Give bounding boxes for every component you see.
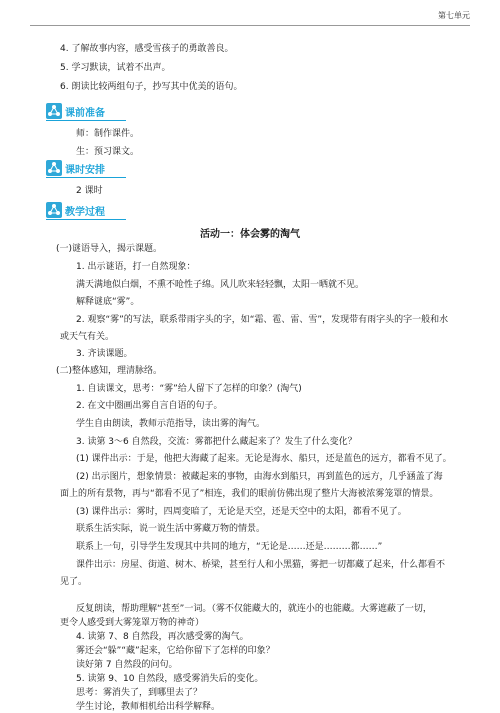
body-line: 联系生活实际，说一说生活中雾藏万物的情景。	[76, 524, 266, 534]
activity-title: 活动一：体会雾的淘气	[200, 229, 300, 240]
prep-teacher: 师：制作课件。	[76, 129, 140, 139]
section-badge-icon	[46, 103, 62, 119]
body-line: 反复朗读，帮助理解“甚至”一词。（雾不仅能藏大的，就连小的也能藏。大雾遮蔽了一切，	[76, 604, 432, 614]
body-line: 2. 观察“雾”的写法，联系带雨字头的字，如“霜、雹、雷、雪”，发现带有雨字头的字一般和水	[76, 315, 449, 325]
header-divider	[30, 25, 470, 26]
objective-5: 5. 学习默读，试着不出声。	[60, 63, 171, 73]
body-line: (3) 课件出示：雾时，四周变暗了，无论是天空，还是天空中的太阳，都看不见了。	[76, 507, 407, 517]
prep-student: 生：预习课文。	[76, 147, 140, 157]
body-line: 或天气有关。	[60, 332, 115, 342]
section-underline	[46, 177, 126, 178]
body-line: 面上的所有景物，再与“都看不见了”相连，我们的眼前仿佛出现了整片大海被浓雾笼罩的情景。	[60, 489, 439, 499]
body-line: 3. 读第 3～6 自然段，交流：雾都把什么藏起来了？发生了什么变化？	[76, 437, 357, 447]
body-line: 4. 读第 7、8 自然段，再次感受雾的淘气。	[76, 632, 249, 642]
section-underline	[46, 219, 126, 220]
body-line: (1) 课件出示：于是，他把大海藏了起来。无论是海水、船只，还是蓝色的远方，都看不见了。	[76, 454, 452, 464]
section-title: 教学过程	[65, 206, 105, 218]
section-title: 课前准备	[65, 107, 105, 119]
body-line: 读好第 7 自然段的问句。	[76, 660, 178, 670]
hours-value: 2 课时	[76, 186, 103, 196]
body-line: 学生自由朗读，教师示范指导，读出雾的淘气。	[76, 419, 266, 429]
body-line: (2) 出示图片，想象情景：被藏起来的事物，由海水到船只，再到蓝色的远方，几乎涵盖了海	[76, 472, 443, 482]
objective-6: 6. 朗读比较两组句子，抄写其中优美的语句。	[60, 82, 243, 92]
body-line: 3. 齐读课题。	[76, 349, 133, 359]
section-process	[46, 202, 120, 218]
section-prep	[46, 103, 120, 119]
body-line: 更令人感受到大雾笼罩万物的神奇）	[60, 618, 205, 628]
body-line: 2. 在文中圈画出雾自言自语的句子。	[76, 401, 223, 411]
section-badge-icon	[46, 202, 62, 218]
body-line: 学生讨论，教师相机给出科学解释。	[76, 702, 221, 712]
unit-label: 第七单元	[438, 11, 470, 20]
body-line: 1. 出示谜语，打一自然现象：	[76, 262, 196, 272]
body-line: (一)谜语导入，揭示课题。	[56, 244, 163, 254]
body-line: 满天满地似白烟，不熏不呛性子绵。风儿吹来轻轻飘，太阳一晒就不见。	[76, 280, 365, 290]
body-line: (二)整体感知，理清脉络。	[56, 366, 163, 376]
section-title: 课时安排	[65, 164, 105, 176]
section-underline	[46, 120, 126, 121]
objective-4: 4. 了解故事内容，感受雪孩子的勇敢善良。	[60, 44, 234, 54]
body-line: 思考：雾消失了，到哪里去了？	[76, 688, 203, 698]
body-line: 见了。	[60, 577, 88, 587]
body-line: 雾还会“躲”“藏”起来，它给你留下了怎样的印象？	[76, 646, 275, 656]
body-line: 1. 自读课文，思考：“雾”给人留下了怎样的印象？(淘气)	[76, 384, 302, 394]
body-line: 5. 读第 9、10 自然段，感受雾消失后的变化。	[76, 674, 264, 684]
body-line: 课件出示：房屋、街道、树木、桥梁，甚至行人和小黑猫，雾把一切都藏了起来，什么都看不	[76, 560, 446, 570]
body-line: 联系上一句，引导学生发现其中共同的地方，“无论是……还是………都……”	[76, 542, 383, 552]
body-line: 解释谜底“雾”。	[76, 297, 140, 307]
section-hours	[46, 160, 120, 176]
section-badge-icon	[46, 160, 62, 176]
